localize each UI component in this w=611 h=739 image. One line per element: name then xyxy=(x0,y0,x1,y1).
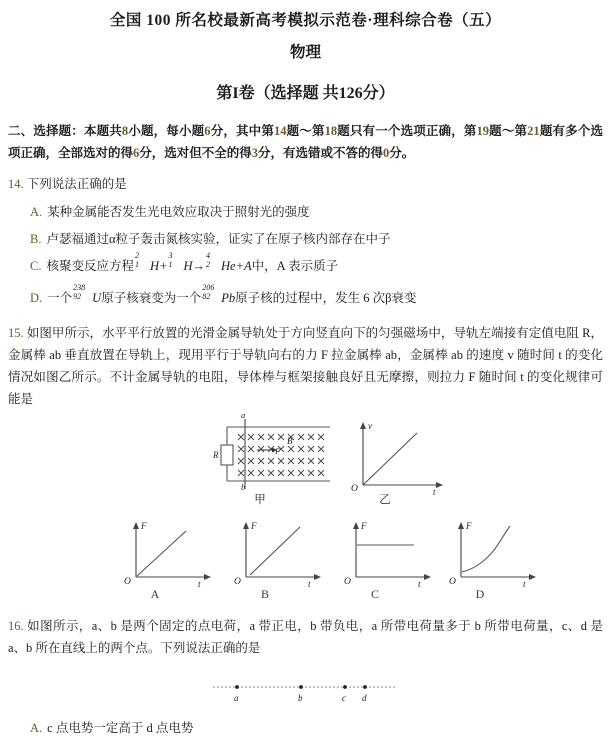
svg-text:F: F xyxy=(361,520,367,531)
question-14-stem-text: 下列说法正确的是 xyxy=(26,177,127,192)
question-14-option-d[interactable] xyxy=(8,283,603,309)
svg-text:B: B xyxy=(287,435,293,446)
svg-text:O: O xyxy=(344,576,351,587)
sym-he: He xyxy=(220,259,236,274)
graph-label-a: A xyxy=(150,586,160,601)
nuclide-helium: 4 2 xyxy=(205,251,210,270)
instr-num-6: 21 xyxy=(527,124,540,139)
question-16-options xyxy=(0,717,611,739)
q16-option-a-label: A. xyxy=(30,721,43,736)
question-16-stem-text: 如图所示，a、b 是两个固定的点电荷，a 带正电，b 带负电，a 所带电荷量多于 b 所带电荷量，c、d 是 a、b 所在直线上的两个点。下列说法正确的是 xyxy=(8,618,604,655)
instr-text-i: 分，有选错或不答的得 xyxy=(258,145,384,160)
option-c-suffix: 中，A 表示质子 xyxy=(251,259,339,274)
instr-text-b: 小题，每小题 xyxy=(128,124,205,139)
svg-text:t: t xyxy=(523,578,526,589)
option-d-prefix: 一个 xyxy=(47,291,73,306)
option-d-mid: 原子核衰变为一个 xyxy=(101,291,202,306)
instr-num-7: 6 xyxy=(133,145,140,160)
nuclide-uranium xyxy=(72,283,102,306)
svg-text:v: v xyxy=(368,420,372,431)
graph-option-a xyxy=(118,517,223,587)
question-14-option-a[interactable] xyxy=(8,201,603,223)
instr-num-9: 0 xyxy=(383,145,390,160)
instr-num-1: 8 xyxy=(121,124,129,139)
nuclide-deuterium: 2 1 xyxy=(134,251,139,270)
question-14-stem xyxy=(8,173,603,195)
sym-h2: H xyxy=(183,259,193,274)
svg-text:O: O xyxy=(234,576,241,587)
svg-text:t: t xyxy=(198,578,201,589)
graph-option-d xyxy=(443,517,548,587)
question-15-number: 15. xyxy=(8,325,24,340)
lead-symbol: Pb xyxy=(221,291,236,306)
option-c-label: C. xyxy=(30,259,42,274)
eq-plus-1: + xyxy=(159,259,168,274)
instr-text-h: 分，选对但不全的得 xyxy=(139,145,252,160)
option-c-prefix: 核聚变反应方程 xyxy=(46,259,134,274)
sym-a: A xyxy=(244,259,252,274)
instr-num-5: 19 xyxy=(476,124,490,139)
question-16 xyxy=(0,615,611,660)
q16-option-a-text: c 点电势一定高于 d 点电势 xyxy=(47,721,194,736)
lead-numbers: 206 82 xyxy=(202,283,215,302)
svg-text:O: O xyxy=(449,576,456,587)
question-15 xyxy=(0,322,611,411)
point-charges-line xyxy=(205,677,405,707)
svg-text:t: t xyxy=(433,486,436,497)
figure-caption-yi: 乙 xyxy=(379,493,391,506)
fusion-equation xyxy=(134,251,252,274)
svg-text:F: F xyxy=(141,520,147,531)
instr-num-4: 18 xyxy=(324,124,338,139)
svg-text:O: O xyxy=(124,576,131,587)
question-14-number: 14. xyxy=(8,177,24,192)
question-15-stem xyxy=(8,322,603,411)
instr-text-a: 二、选择题：本题共 xyxy=(8,124,122,139)
graph-label-b: B xyxy=(260,586,269,601)
svg-text:a: a xyxy=(234,693,239,704)
svg-text:t: t xyxy=(418,578,421,589)
instr-text-d: 题～第 xyxy=(286,124,325,139)
option-d-suffix: 原子核的过程中，发生 6 次β衰变 xyxy=(235,291,417,306)
instr-text-e: 题只有一个选项正确，第 xyxy=(337,124,477,139)
svg-text:d: d xyxy=(362,693,367,704)
magnetic-field-marks xyxy=(238,434,324,476)
sym-h1: H xyxy=(149,259,160,274)
figure-15-container xyxy=(0,409,611,509)
instr-text-f: 题～第 xyxy=(489,124,528,139)
instr-num-8: 3 xyxy=(251,145,259,160)
uranium-symbol: U xyxy=(92,291,102,306)
option-b-label: B. xyxy=(30,231,42,246)
option-d-label: D. xyxy=(30,291,43,306)
nuclide-lead xyxy=(201,283,236,306)
figure-yi-vt-graph xyxy=(345,419,455,497)
question-16-option-a[interactable] xyxy=(8,717,603,739)
question-15-stem-text: 如图甲所示，水平平行放置的光滑金属导轨处于方向竖直向下的匀强磁场中，导轨左端接有定值电阻 R，金属棒 ab 垂直放置在导轨上，现用平行于导轨向右的力 F 拉金属棒 ab，金属棒 ab 的速度 v 随时间 t 的变化情况如图乙所示。不计金属导轨的电阻，导体棒与框架接触良好且无摩擦，则拉力 F 随时间 t 的变化规律可能是 xyxy=(8,325,604,407)
svg-text:F: F xyxy=(466,520,472,531)
option-a-text: 某种金属能否发生光电效应取决于照射光的强度 xyxy=(47,204,310,219)
instr-text-g: 题有多个选项正确，全部选对的得 xyxy=(8,124,603,160)
graph-label-d: D xyxy=(475,586,485,601)
figure-caption-jia: 甲 xyxy=(254,493,266,506)
svg-text:b: b xyxy=(298,693,303,704)
instr-text-j: 分。 xyxy=(389,145,415,160)
graph-option-c xyxy=(338,517,443,587)
svg-text:t: t xyxy=(308,578,311,589)
paper-part-heading: 第I卷（选择题 共126分） xyxy=(216,85,395,103)
subject-title: 物理 xyxy=(289,43,321,61)
instr-num-2: 6 xyxy=(204,124,211,139)
question-16-number: 16. xyxy=(8,618,24,633)
section-instructions xyxy=(0,103,611,164)
option-a-label: A. xyxy=(30,204,43,219)
svg-text:O: O xyxy=(351,483,358,494)
option-b-text: 卢瑟福通过α粒子轰击氮核实验，证实了在原子核内部存在中子 xyxy=(46,231,391,246)
svg-text:c: c xyxy=(342,693,346,704)
graph-option-b xyxy=(228,517,333,587)
question-14 xyxy=(0,173,611,309)
uranium-numbers: 238 92 xyxy=(73,283,86,302)
eq-arrow: → xyxy=(192,259,205,274)
figure-16-container xyxy=(0,669,611,715)
graph-label-c: C xyxy=(370,586,379,601)
svg-text:F: F xyxy=(275,445,281,456)
question-14-option-c[interactable] xyxy=(8,251,603,277)
instr-num-3: 14 xyxy=(273,124,287,139)
instr-text-c: 分，其中第 xyxy=(210,124,274,139)
figure-15-answer-graphs xyxy=(0,513,611,605)
svg-text:b: b xyxy=(241,481,246,492)
svg-text:F: F xyxy=(251,520,257,531)
svg-text:R: R xyxy=(213,449,219,460)
page-title: 全国 100 所名校最新高考模拟示范卷·理科综合卷（五） xyxy=(109,12,502,29)
figure-jia-circuit xyxy=(205,409,345,492)
question-16-stem xyxy=(8,615,603,660)
nuclide-tritium: 3 1 xyxy=(168,251,173,270)
question-14-option-b[interactable] xyxy=(8,228,603,250)
eq-plus-2: + xyxy=(235,259,244,274)
svg-text:a: a xyxy=(241,409,246,420)
